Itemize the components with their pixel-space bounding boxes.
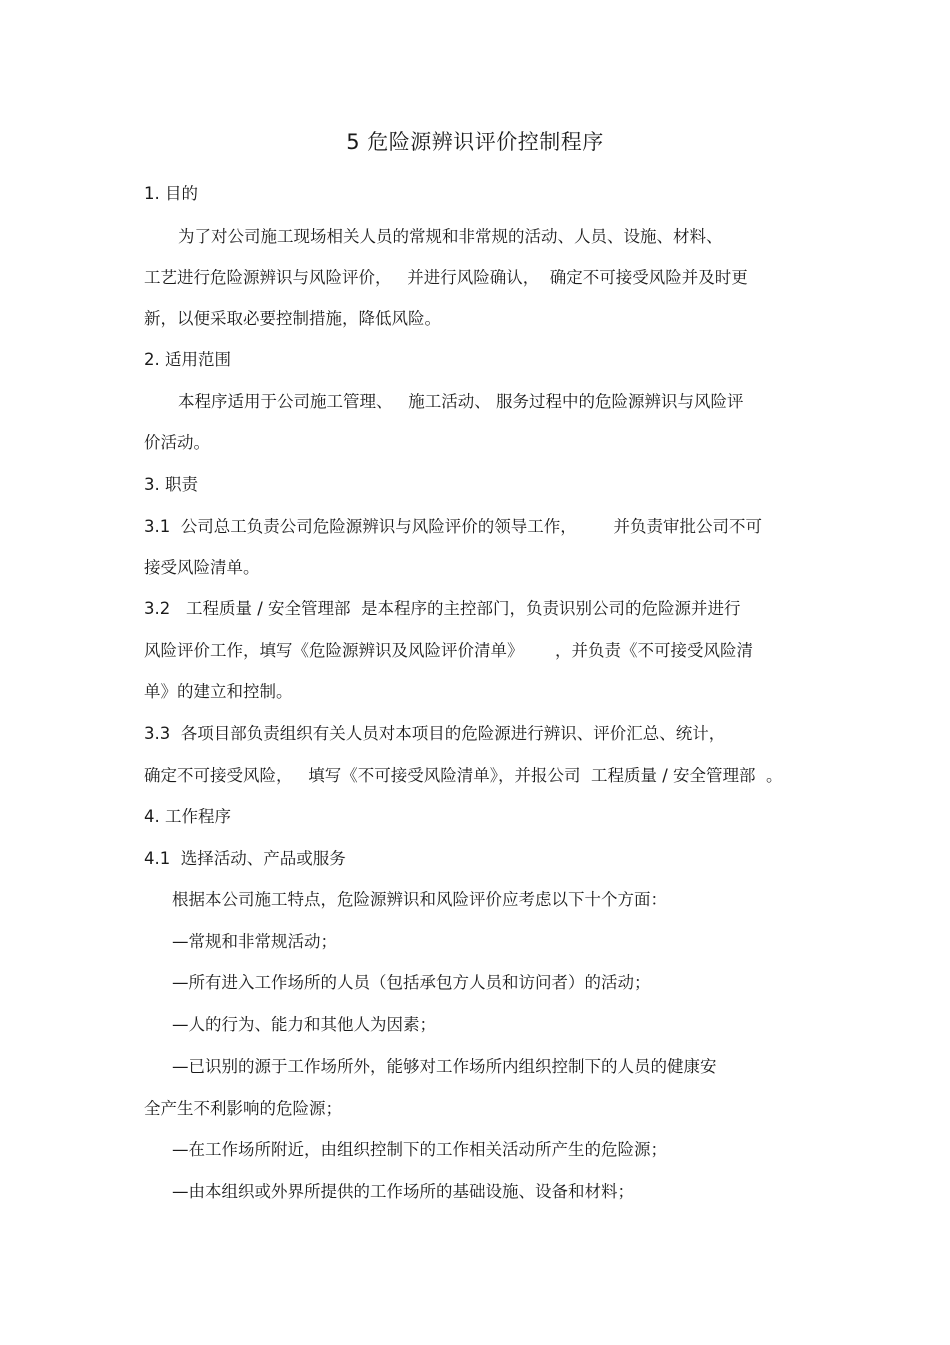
- section-heading: 2. 适用范围: [144, 350, 231, 369]
- list-item-continuation: 全产生不利影响的危险源；: [144, 1099, 342, 1118]
- paragraph-line: 3.2 工程质量 / 安全管理部 是本程序的主控部门，负责识别公司的危险源并进行: [144, 599, 741, 618]
- list-item: —所有进入工作场所的人员（包括承包方人员和访问者）的活动；: [172, 973, 651, 992]
- paragraph-line: 3.1 公司总工负责公司危险源辨识与风险评价的领导工作， 并负责审批公司不可: [144, 517, 762, 536]
- subsection-heading: 4.1 选择活动、产品或服务: [144, 849, 346, 868]
- paragraph-line: 价活动。: [144, 433, 210, 452]
- list-item: —在工作场所附近，由组织控制下的工作相关活动所产生的危险源；: [172, 1140, 667, 1159]
- list-item: —由本组织或外界所提供的工作场所的基础设施、设备和材料；: [172, 1182, 634, 1201]
- section-heading: 1. 目的: [144, 184, 198, 203]
- list-item: —人的行为、能力和其他人为因素；: [172, 1015, 436, 1034]
- section-heading: 3. 职责: [144, 475, 198, 494]
- paragraph-line: 确定不可接受风险， 填写《不可接受风险清单》，并报公司 工程质量 / 安全管理部 。: [144, 766, 783, 785]
- page-title: 5 危险源辨识评价控制程序: [346, 130, 604, 154]
- paragraph-line: 为了对公司施工现场相关人员的常规和非常规的活动、人员、设施、材料、: [178, 227, 723, 246]
- paragraph-line: 新，以便采取必要控制措施，降低风险。: [144, 309, 441, 328]
- paragraph-line: 3.3 各项目部负责组织有关人员对本项目的危险源进行辨识、评价汇总、统计，: [144, 724, 726, 743]
- section-heading: 4. 工作程序: [144, 807, 231, 826]
- paragraph-line: 工艺进行危险源辨识与风险评价， 并进行风险确认， 确定不可接受风险并及时更: [144, 268, 748, 287]
- paragraph-line: 根据本公司施工特点，危险源辨识和风险评价应考虑以下十个方面：: [172, 890, 667, 909]
- paragraph-line: 接受风险清单。: [144, 558, 260, 577]
- paragraph-line: 本程序适用于公司施工管理、 施工活动、 服务过程中的危险源辨识与风险评: [178, 392, 744, 411]
- list-item: —常规和非常规活动；: [172, 932, 337, 951]
- list-item: —已识别的源于工作场所外，能够对工作场所内组织控制下的人员的健康安: [172, 1057, 717, 1076]
- paragraph-line: 单》的建立和控制。: [144, 682, 293, 701]
- paragraph-line: 风险评价工作，填写《危险源辨识及风险评价清单》 ，并负责《不可接受风险清: [144, 641, 753, 660]
